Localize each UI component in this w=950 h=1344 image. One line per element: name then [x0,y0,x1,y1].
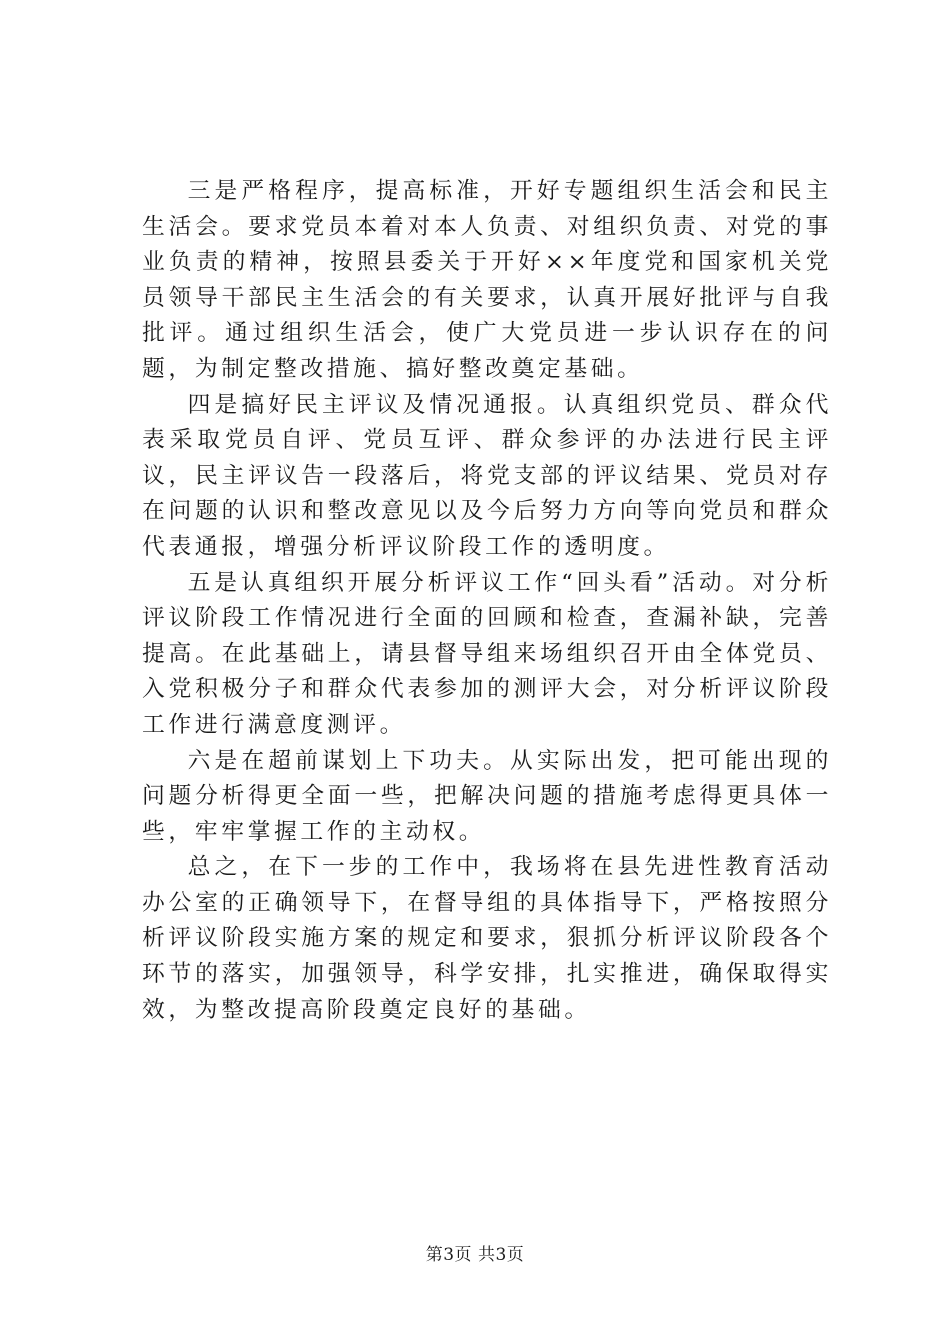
page-number-footer: 第3页 共3页 [425,1245,525,1265]
paragraph-3: 五是认真组织开展分析评议工作“回头看”活动。对分析评议阶段工作情况进行全面的回顾和检查，查漏补缺，完善提高。在此基础上，请县督导组来场组织召开由全体党员、入党积极分子和群众代表参加的测评大会，对分析评议阶段工作进行满意度测评。 [142,569,832,738]
paragraph-5: 总之，在下一步的工作中，我场将在县先进性教育活动办公室的正确领导下，在督导组的具体指导下，严格按照分析评议阶段实施方案的规定和要求，狠抓分析评议阶段各个环节的落实，加强领导，科学安排，扎实推进，确保取得实效，为整改提高阶段奠定良好的基础。 [142,854,832,1023]
paragraph-2: 四是搞好民主评议及情况通报。认真组织党员、群众代表采取党员自评、党员互评、群众参评的办法进行民主评议，民主评议告一段落后，将党支部的评议结果、党员对存在问题的认识和整改意见以及今后努力方向等向党员和群众代表通报，增强分析评议阶段工作的透明度。 [142,391,832,560]
paragraph-4: 六是在超前谋划上下功夫。从实际出发，把可能出现的问题分析得更全面一些，把解决问题的措施考虑得更具体一些，牢牢掌握工作的主动权。 [142,747,832,845]
paragraph-1: 三是严格程序，提高标准，开好专题组织生活会和民主生活会。要求党员本着对本人负责、对组织负责、对党的事业负责的精神，按照县委关于开好××年度党和国家机关党员领导干部民主生活会的有关要求，认真开展好批评与自我批评。通过组织生活会，使广大党员进一步认识存在的问题，为制定整改措施、搞好整改奠定基础。 [142,178,832,382]
document-body [142,174,832,1028]
